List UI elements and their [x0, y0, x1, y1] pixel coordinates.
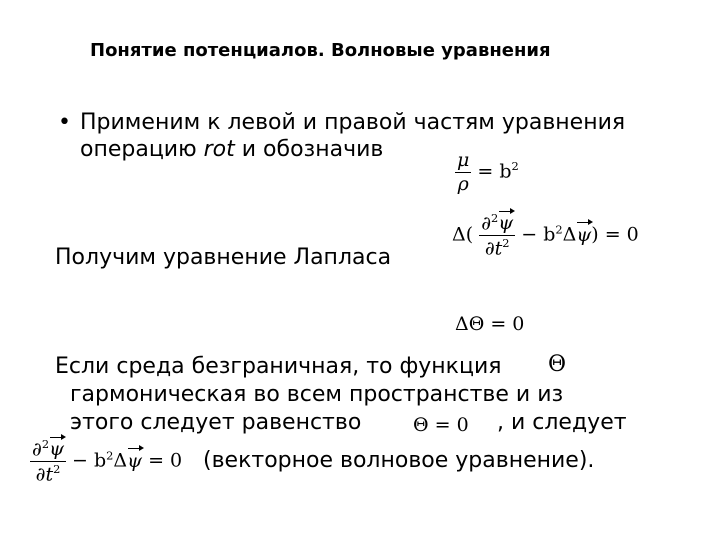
psi-vector: ψ	[576, 223, 592, 246]
partial-t: ∂t	[35, 463, 54, 486]
bullet-line-2-pre: операцию	[80, 137, 204, 162]
partial-symbol: ∂	[32, 438, 42, 461]
bullet-line-2	[80, 137, 383, 163]
delta-symbol: Δ	[452, 223, 466, 246]
fraction-mu-rho	[455, 150, 471, 195]
page-title: Понятие потенциалов. Волновые уравнения	[90, 40, 551, 61]
exponent-2: 2	[41, 437, 50, 451]
minus-b: − b	[72, 449, 107, 472]
minus-b: − b	[521, 223, 556, 246]
p3-line-3-post: , и следует	[497, 410, 627, 435]
exponent-2: 2	[491, 211, 499, 225]
numerator	[479, 212, 515, 236]
rot-operator: rot	[203, 137, 235, 162]
fraction-d2psi-dt2	[30, 438, 66, 485]
denominator	[485, 236, 510, 259]
delta-symbol: Δ	[113, 449, 128, 472]
bullet-line-2-post: и обозначив	[234, 137, 384, 162]
fraction-d2psi-dt2	[479, 212, 515, 259]
formula-laplace-vector	[452, 212, 639, 259]
exponent-2: 2	[106, 448, 114, 463]
partial-t: ∂t	[484, 237, 503, 260]
psi-vector: ψ	[498, 212, 514, 235]
bullet-marker: •	[58, 110, 71, 135]
close-eq-zero: ) = 0	[591, 223, 639, 246]
formula-theta-eq0	[413, 414, 469, 436]
p3-line-4: (векторное волновое уравнение).	[203, 448, 595, 473]
equals-zero: = 0	[148, 449, 183, 472]
mu-symbol: μ	[457, 149, 470, 171]
exponent-2: 2	[502, 236, 510, 251]
equals-b: = b	[477, 160, 512, 183]
theta-symbol: Θ	[413, 414, 429, 436]
numerator	[30, 438, 66, 462]
denominator	[36, 462, 61, 485]
psi-vector: ψ	[127, 449, 143, 472]
laplace-label: Получим уравнение Лапласа	[55, 245, 392, 270]
delta-symbol: Δ	[562, 223, 577, 246]
p3-line-3-pre: этого следует равенство	[70, 410, 362, 435]
formula-delta-theta: ΔΘ = 0	[455, 313, 525, 335]
psi-vector: ψ	[49, 438, 64, 461]
formula-mu-rho	[455, 150, 519, 195]
formula-wave-equation	[30, 438, 182, 485]
equals-zero: = 0	[434, 414, 469, 436]
theta-symbol: Θ	[548, 352, 567, 377]
p3-line-2: гармоническая во всем пространстве и из	[70, 382, 564, 407]
left-paren: (	[465, 223, 474, 246]
exponent-2: 2	[511, 159, 519, 174]
bullet-line-1: Применим к левой и правой частям уравнения	[80, 110, 626, 135]
p3-line-1: Если среда безграничная, то функция	[55, 354, 502, 379]
rho-symbol: ρ	[457, 172, 469, 195]
partial-symbol: ∂	[481, 212, 492, 235]
exponent-2: 2	[53, 462, 61, 477]
exponent-2: 2	[555, 222, 563, 237]
